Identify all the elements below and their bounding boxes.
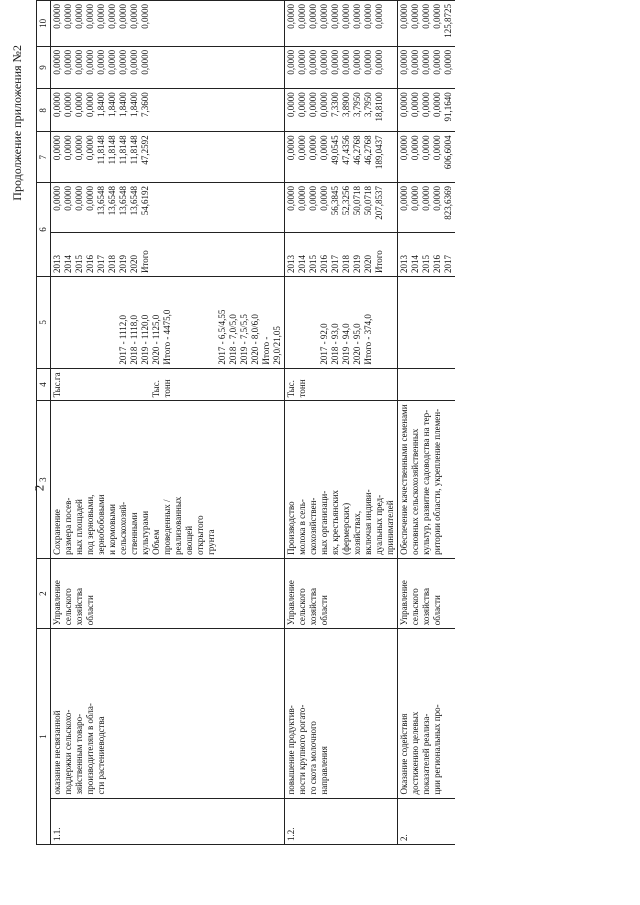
row-value-col10-line: 125,8725 — [443, 4, 453, 38]
row-targets — [51, 277, 285, 369]
row-value-col6-line: 13,6548 — [129, 185, 139, 216]
program-table — [36, 0, 455, 845]
row-value-col6-line: 0,0000 — [286, 185, 296, 211]
row-targets-line — [184, 280, 195, 365]
row-value-col6-line: 52,3256 — [341, 185, 351, 216]
row-unit-line: тонн — [162, 379, 172, 398]
row-value-col8-line: 0,0000 — [286, 92, 296, 117]
row-years-line: 2013 — [399, 255, 409, 274]
column-header: 6 — [37, 182, 51, 276]
row-years-line: 2015 — [421, 255, 431, 274]
row-targets-line: 2020 - 1125,0 — [151, 314, 161, 365]
row-organization — [285, 558, 398, 628]
row-value-col10-line: 0,0000 — [410, 4, 420, 29]
row-targets-line: 2020 - 95,0 — [352, 323, 362, 365]
column-header: 8 — [37, 89, 51, 132]
row-organization-line: Управление — [286, 580, 296, 626]
row-title-line: повышение продуктив- — [286, 705, 296, 795]
row-value-col8-line: 91,1640 — [443, 92, 453, 122]
row-value-col9-line: 0,0000 — [341, 49, 351, 75]
row-unit-line: тонн — [297, 379, 307, 398]
row-value-col9 — [285, 46, 398, 88]
row-targets — [398, 277, 456, 369]
row-value-col10 — [398, 1, 456, 47]
row-value-col9-line: 0,0000 — [330, 49, 340, 75]
column-header: 7 — [37, 132, 51, 183]
row-value-col9-line: 0,0000 — [297, 49, 307, 75]
row-targets-line: 2017 - 1112,0 — [118, 315, 128, 365]
row-value-col10-line: 0,0000 — [129, 4, 139, 29]
row-indicator-line: ритории области, укрепление племен- — [432, 408, 442, 555]
row-targets-line — [63, 280, 74, 365]
table-row — [398, 1, 456, 845]
row-number-line: 2. — [399, 834, 409, 841]
row-years-line: 2014 — [63, 255, 73, 274]
row-targets-line: Итого - 374,0 — [363, 314, 373, 365]
row-value-col6-line: 54,6192 — [140, 185, 150, 216]
row-value-col10-line: 0,0000 — [107, 4, 117, 29]
row-value-col10-line: 0,0000 — [319, 4, 329, 29]
row-indicator-line: основных сельскохозяйственных — [410, 428, 420, 555]
row-value-col9-line: 0,0000 — [52, 49, 62, 75]
row-indicator-line: скохозяйствен- — [308, 497, 318, 555]
page-number: 2 — [31, 484, 47, 492]
row-value-col7-line: 0,0000 — [421, 135, 431, 161]
row-organization-line: Управление — [399, 580, 409, 626]
row-value-col7-line: 11,8148 — [107, 135, 117, 165]
row-targets-line — [286, 280, 297, 365]
row-title-line: производителям в обла- — [85, 703, 95, 795]
row-targets — [285, 277, 398, 369]
row-title-line: ции региональных про- — [432, 704, 442, 795]
row-value-col6-line: 0,0000 — [63, 185, 73, 211]
row-unit-line — [63, 372, 74, 398]
row-years-line: 2015 — [308, 255, 318, 274]
row-years-line: 2018 — [341, 255, 351, 274]
row-value-col9-line: 0,0000 — [308, 49, 318, 75]
row-indicator-line: культур, развитие садоводства на тер- — [421, 409, 431, 555]
row-years-line: 2014 — [410, 255, 420, 274]
row-number — [398, 798, 456, 844]
row-value-col7-line: 0,0000 — [308, 135, 318, 161]
row-value-col9-line: 0,0000 — [352, 49, 362, 75]
row-value-col9-line: 0,0000 — [432, 49, 442, 75]
row-number-line: 1.1. — [52, 827, 62, 841]
row-value-col7-line: 11,8148 — [96, 135, 106, 165]
row-value-col10-line: 0,0000 — [399, 4, 409, 29]
row-title — [285, 629, 398, 798]
row-years-line: 2015 — [74, 255, 84, 274]
row-unit-line — [85, 372, 96, 398]
row-value-col9 — [51, 46, 285, 88]
row-value-col7-line: 47,4356 — [341, 135, 351, 165]
row-targets-line — [206, 280, 217, 365]
row-years-line: 2019 — [352, 255, 362, 274]
row-title-line: зяйственным товаро- — [74, 713, 84, 795]
column-number-row — [37, 1, 51, 845]
table-row — [285, 1, 398, 845]
row-indicator-line: принимателей — [385, 500, 395, 555]
row-value-col6 — [398, 182, 456, 233]
row-indicator-line: ственными — [129, 512, 139, 555]
row-unit-line — [107, 372, 118, 398]
row-value-col8-line: 0,0000 — [85, 92, 95, 117]
row-years-line: 2017 — [96, 255, 106, 274]
row-unit-line — [74, 372, 85, 398]
row-value-col8-line: 18,8100 — [374, 92, 384, 122]
row-title-line: направления — [319, 746, 329, 795]
row-value-col8-line: 1,8400 — [96, 92, 106, 117]
row-indicator-line: Сохранение — [52, 509, 62, 555]
row-years-line: Итого — [374, 250, 384, 274]
table-body — [51, 1, 456, 845]
row-years-line: 2016 — [319, 255, 329, 274]
column-header: 3 — [37, 401, 51, 558]
row-years-line: 2020 — [363, 255, 373, 274]
row-organization-line: области — [432, 595, 442, 626]
row-value-col10 — [285, 1, 398, 47]
row-value-col9-line: 0,0000 — [107, 49, 117, 75]
row-indicator-line: ях, крестьянских — [330, 489, 340, 555]
row-value-col9-line: 0,0000 — [319, 49, 329, 75]
row-value-col10-line: 0,0000 — [297, 4, 307, 29]
row-value-col10-line: 0,0000 — [118, 4, 128, 29]
row-years-line: 2019 — [118, 255, 128, 274]
row-title-line: достижению целевых — [410, 711, 420, 795]
row-value-col10-line: 0,0000 — [421, 4, 431, 29]
row-targets-line: 2019 - 7,5/5,5 — [239, 314, 249, 365]
column-header: 9 — [37, 46, 51, 88]
row-value-col7-line: 0,0000 — [286, 135, 296, 161]
row-indicator-line: хозяйствах, — [352, 510, 362, 555]
row-value-col8-line: 7,3600 — [140, 92, 150, 117]
row-title-line: ности крупного рогато- — [297, 704, 307, 795]
row-value-col7-line: 0,0000 — [63, 135, 73, 161]
row-value-col7-line: 47,2592 — [140, 135, 150, 165]
row-value-col10-line: 0,0000 — [330, 4, 340, 29]
row-value-col8-line: 3,7950 — [363, 92, 373, 117]
row-value-col7-line: 0,0000 — [85, 135, 95, 161]
row-value-col7-line: 0,0000 — [319, 135, 329, 161]
row-value-col6-line: 0,0000 — [308, 185, 318, 211]
row-targets-line: Итого - 4475,0 — [162, 309, 172, 365]
row-value-col6-line: 0,0000 — [421, 185, 431, 211]
row-value-col8-line: 1,8400 — [129, 92, 139, 117]
row-value-col10-line: 0,0000 — [286, 4, 296, 29]
row-number-line: 1.2. — [286, 827, 296, 841]
row-targets-line — [52, 280, 63, 365]
row-value-col7-line: 0,0000 — [52, 135, 62, 161]
row-indicator-line: культурами — [140, 510, 150, 555]
row-value-col8-line: 0,0000 — [297, 92, 307, 117]
row-title-line: показателей реализа- — [421, 713, 431, 795]
row-value-col6-line: 0,0000 — [52, 185, 62, 211]
appendix-continuation-note: Продолжение приложения №2 — [10, 45, 24, 201]
row-title-line: оказание несвязанной — [52, 710, 62, 795]
row-value-col9-line: 0,0000 — [286, 49, 296, 75]
row-unit-line: Тыс. — [151, 380, 161, 398]
row-years — [285, 233, 398, 277]
row-value-col9-line: 0,0000 — [443, 49, 453, 75]
row-years-line: 2013 — [286, 255, 296, 274]
row-value-col9-line: 0,0000 — [96, 49, 106, 75]
table-row — [51, 1, 285, 845]
row-value-col9-line: 0,0000 — [421, 49, 431, 75]
row-value-col7-line: 0,0000 — [399, 135, 409, 161]
row-unit-line: Тыс.га — [52, 372, 62, 398]
row-title-line: го скота молочного — [308, 721, 318, 795]
row-value-col7-line: 606,6004 — [443, 135, 453, 170]
row-targets-line: 2019 - 1120,0 — [140, 314, 150, 365]
row-value-col9-line: 0,0000 — [399, 49, 409, 75]
row-indicator-line: открытого — [195, 515, 205, 555]
row-organization-line: хозяйства — [421, 588, 431, 626]
row-title-line: поддержки сельскохо- — [63, 709, 73, 795]
row-years-line: 2020 — [129, 255, 139, 274]
row-value-col8 — [51, 89, 285, 132]
row-indicator-line: молока в сель- — [297, 499, 307, 555]
row-title-line: сти растениеводства — [96, 716, 106, 795]
row-organization — [51, 558, 285, 628]
row-indicator-line: Производство — [286, 501, 296, 555]
row-unit — [285, 368, 398, 401]
row-value-col10-line: 0,0000 — [96, 4, 106, 29]
row-unit — [51, 368, 285, 401]
row-targets-line: 2019 - 94,0 — [341, 323, 351, 365]
row-indicator-line: размера посев- — [63, 497, 73, 555]
row-targets-line: 2017 - 6,5/4,55 — [217, 309, 227, 365]
row-indicator-line: ных площадей — [74, 499, 84, 555]
row-organization-line: сельского — [63, 588, 73, 626]
row-organization — [398, 558, 456, 628]
row-years — [398, 233, 456, 277]
row-value-col7-line: 0,0000 — [432, 135, 442, 161]
row-targets-line — [74, 280, 85, 365]
row-value-col7-line: 0,0000 — [410, 135, 420, 161]
row-value-col6-line: 0,0000 — [399, 185, 409, 211]
row-value-col6-line: 0,0000 — [432, 185, 442, 211]
row-value-col8-line: 0,0000 — [319, 92, 329, 117]
row-targets-line: 2017 - 92,0 — [319, 323, 329, 365]
column-header: 4 — [37, 368, 51, 401]
row-indicator-line: ных организаци- — [319, 490, 329, 555]
row-indicator — [51, 401, 285, 558]
row-value-col10-line: 0,0000 — [140, 4, 150, 29]
column-header: 10 — [37, 1, 51, 47]
row-targets-line: 2018 - 93,0 — [330, 323, 340, 365]
row-targets-line: Итого - — [261, 336, 271, 365]
row-value-col6-line: 13,6548 — [118, 185, 128, 216]
row-targets-line — [107, 280, 118, 365]
row-organization-line: сельского — [297, 588, 307, 626]
row-title-line: Оказание содействия — [399, 713, 409, 795]
row-unit — [398, 368, 456, 401]
row-unit-line — [129, 372, 140, 398]
row-value-col9-line: 0,0000 — [118, 49, 128, 75]
row-value-col6-line: 0,0000 — [85, 185, 95, 211]
row-years-line: 2017 — [443, 255, 453, 274]
row-indicator-line: дуальных пред- — [374, 494, 384, 555]
row-indicator-line: под зерновыми, — [85, 494, 95, 555]
row-value-col9-line: 0,0000 — [63, 49, 73, 75]
row-years — [51, 233, 285, 277]
row-value-col7-line: 0,0000 — [297, 135, 307, 161]
row-indicator — [398, 401, 456, 558]
row-value-col7-line: 11,8148 — [129, 135, 139, 165]
row-value-col6-line: 50,0718 — [352, 185, 362, 216]
row-value-col6-line: 56,3845 — [330, 185, 340, 216]
row-organization-line: области — [85, 595, 95, 626]
row-value-col10 — [51, 1, 285, 47]
row-organization-line: области — [319, 595, 329, 626]
row-value-col8 — [285, 89, 398, 132]
row-value-col9-line: 0,0000 — [85, 49, 95, 75]
row-indicator-line: и кормовыми — [107, 504, 117, 555]
row-value-col8-line: 3,7950 — [352, 92, 362, 117]
row-unit-line — [118, 372, 129, 398]
row-targets-line: 29,0/21,05 — [272, 326, 282, 365]
row-value-col6-line: 0,0000 — [74, 185, 84, 211]
row-targets-line — [297, 280, 308, 365]
row-value-col6-line: 50,0718 — [363, 185, 373, 216]
row-value-col8-line: 1,8400 — [118, 92, 128, 117]
row-value-col7-line: 46,2768 — [352, 135, 362, 165]
row-unit-line: Тыс. — [286, 380, 296, 398]
row-value-col10-line: 0,0000 — [341, 4, 351, 29]
row-indicator-line: сельскохозяй- — [118, 501, 128, 555]
row-value-col9 — [398, 46, 456, 88]
column-header: 1 — [37, 629, 51, 845]
row-value-col7-line: 0,0000 — [74, 135, 84, 161]
row-targets-line — [173, 280, 184, 365]
row-years-line: Итого — [140, 250, 150, 274]
row-value-col10-line: 0,0000 — [308, 4, 318, 29]
row-years-line: 2018 — [107, 255, 117, 274]
row-value-col6-line: 0,0000 — [297, 185, 307, 211]
row-value-col10-line: 0,0000 — [374, 4, 384, 29]
row-value-col10-line: 0,0000 — [63, 4, 73, 29]
row-value-col10-line: 0,0000 — [52, 4, 62, 29]
row-value-col9-line: 0,0000 — [363, 49, 373, 75]
column-header: 5 — [37, 277, 51, 369]
row-indicator-line: реализованных — [173, 496, 183, 555]
row-indicator-line: зернобобовыми — [96, 494, 106, 555]
row-value-col6-line: 0,0000 — [410, 185, 420, 211]
row-value-col6-line: 823,6369 — [443, 185, 453, 220]
row-organization-line: сельского — [410, 588, 420, 626]
row-years-line: 2013 — [52, 255, 62, 274]
row-targets-line: 2020 - 8,0/6,0 — [250, 314, 260, 365]
row-value-col6-line: 0,0000 — [319, 185, 329, 211]
row-value-col9-line: 0,0000 — [140, 49, 150, 75]
row-value-col8-line: 0,0000 — [308, 92, 318, 117]
row-value-col7 — [398, 132, 456, 183]
row-number — [51, 798, 285, 844]
row-value-col10-line: 0,0000 — [363, 4, 373, 29]
row-indicator-line: (фермерских) — [341, 502, 351, 555]
row-number — [285, 798, 398, 844]
row-value-col10-line: 0,0000 — [85, 4, 95, 29]
row-value-col9-line: 0,0000 — [129, 49, 139, 75]
row-value-col8 — [398, 89, 456, 132]
row-value-col6-line: 13,6548 — [96, 185, 106, 216]
row-indicator-line: грунта — [206, 529, 216, 555]
row-organization-line: Управление — [52, 580, 62, 626]
row-years-line: 2016 — [432, 255, 442, 274]
row-value-col6-line: 207,8537 — [374, 185, 384, 220]
row-value-col7-line: 49,0545 — [330, 135, 340, 165]
row-indicator-line: Объем — [151, 529, 161, 555]
row-value-col8-line: 0,0000 — [421, 92, 431, 117]
row-value-col8-line: 3,8900 — [341, 92, 351, 117]
row-value-col8-line: 0,0000 — [399, 92, 409, 117]
row-organization-line: хозяйства — [308, 588, 318, 626]
row-value-col9-line: 0,0000 — [374, 49, 384, 75]
row-indicator-line: включая индиви- — [363, 489, 373, 555]
row-years-line: 2014 — [297, 255, 307, 274]
row-years-line: 2017 — [330, 255, 340, 274]
row-value-col7-line: 11,8148 — [118, 135, 128, 165]
row-value-col8-line: 0,0000 — [52, 92, 62, 117]
row-value-col10-line: 0,0000 — [74, 4, 84, 29]
row-years-line: 2016 — [85, 255, 95, 274]
row-value-col7-line: 189,0437 — [374, 135, 384, 170]
row-indicator-line: овощей — [184, 525, 194, 555]
row-value-col7 — [51, 132, 285, 183]
row-targets-line — [308, 280, 319, 365]
row-unit-line — [96, 372, 107, 398]
row-title — [398, 629, 456, 798]
row-value-col8-line: 0,0000 — [63, 92, 73, 117]
row-value-col8-line: 0,0000 — [410, 92, 420, 117]
row-value-col8-line: 0,0000 — [74, 92, 84, 117]
row-targets-line — [85, 280, 96, 365]
row-value-col8-line: 7,3300 — [330, 92, 340, 117]
column-header: 2 — [37, 558, 51, 628]
row-indicator — [285, 401, 398, 558]
row-indicator-line: Обеспечение качественными семенами — [399, 404, 409, 555]
row-organization-line: хозяйства — [74, 588, 84, 626]
row-indicator-line: проведенных / — [162, 499, 172, 555]
row-value-col9-line: 0,0000 — [410, 49, 420, 75]
row-targets-line: 2018 - 1118,0 — [129, 315, 139, 365]
row-value-col10-line: 0,0000 — [352, 4, 362, 29]
row-value-col8-line: 1,8400 — [107, 92, 117, 117]
row-targets-line — [195, 280, 206, 365]
row-targets-line — [96, 280, 107, 365]
row-value-col6-line: 13,6548 — [107, 185, 117, 216]
row-value-col8-line: 0,0000 — [432, 92, 442, 117]
row-value-col10-line: 0,0000 — [432, 4, 442, 29]
row-value-col7-line: 46,2768 — [363, 135, 373, 165]
row-value-col6 — [51, 182, 285, 233]
row-value-col7 — [285, 132, 398, 183]
row-title — [51, 629, 285, 798]
row-value-col9-line: 0,0000 — [74, 49, 84, 75]
row-targets-line: 2018 - 7,0/5,0 — [228, 314, 238, 365]
row-unit-line — [140, 372, 151, 398]
row-value-col6 — [285, 182, 398, 233]
